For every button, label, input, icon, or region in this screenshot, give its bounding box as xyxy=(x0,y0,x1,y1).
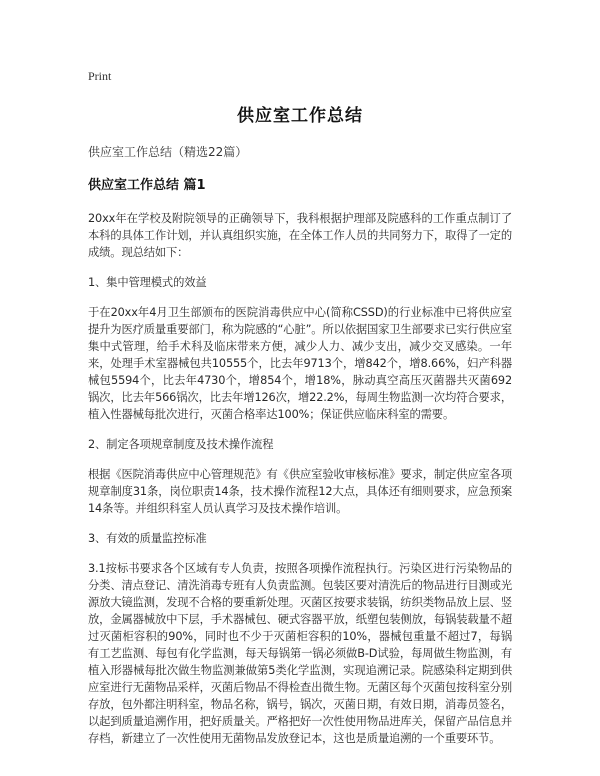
print-link[interactable]: Print xyxy=(88,69,112,83)
subheading-2: 2、制定各项规章制度及技术操作流程 xyxy=(88,438,274,451)
document-body xyxy=(88,210,512,747)
section-heading: 供应室工作总结 篇1 xyxy=(88,178,206,193)
document-subtitle: 供应室工作总结（精选22篇） xyxy=(88,145,248,159)
subheading-3: 3、有效的质量监控标准 xyxy=(88,532,207,545)
paragraph-2: 根据《医院消毒供应中心管理规范》有《供应室验收审核标准》要求，制定供应室各项规章制度31条，岗位职责14条，技术操作流程12大点，具体还有细则要求，应急预案14条等。并组织科室人员认真学习及技术操作培训。 xyxy=(88,468,512,515)
subheading-1: 1、集中管理模式的效益 xyxy=(88,276,207,289)
paragraph-3: 3.1按标书要求各个区域有专人负责，按照各项操作流程执行。污染区进行污染物品的分类、清点登记、清洗消毒专班有人负责监测。包装区要对清洗后的物品进行目测或光源放大镜监测，发现不合格的要重新处理。灭菌区按要求装锅，纺织类物品放上层、竖放，金属器械放中下层，手术器械包、硬式容器平放，纸塑包装侧放，每锅装载量不超过灭菌柜容积的90%，同时也不少于灭菌柜容积的10%，器械包重量不超过7，每锅有工艺监测、每包有化学监测，每天每锅第一锅必须做B-D试验，每周做生物监测，有植入形器械每批次做生物监测兼做第5类化学监测，实现追溯记录。院感染科定期到供应室进行无菌物品采样，灭菌后物品不得检查出微生物。无菌区每个灭菌包按科室分别存放，包外都注明科室，物品名称，锅号，锅次，灭菌日期，有效日期，消毒员签名，以起到质量追溯作用，把好质量关。严格把好一次性使用物品进库关，保留产品信息并存档，新建立了一次性使用无菌物品发放登记本，这也是质量追溯的一个重要环节。 xyxy=(88,562,512,745)
paragraph-1: 于在20xx年4月卫生部颁布的医院消毒供应中心(简称CSSD)的行业标准中已将供应室提升为医疗质量重要部门，称为院感的“心脏”。所以依据国家卫生部要求已实行供应室集中式管理，给手术科及临床带来方便，减少人力、减少支出，减少交叉感染。一年来，处理手术室器械包共10555个，比去年9713个，增842个，增8.66%，妇产科器械包5594个，比去年4730个，增854个，增18%，脉动真空高压灭菌器共灭菌692锅次，比去年566锅次，比去年增126次，增22.2%，每周生物监测一次均符合要求，植入性器械每批次进行，灭菌合格率达100%；保证供应临床科室的需要。 xyxy=(88,306,512,421)
intro-paragraph: 20xx年在学校及附院领导的正确领导下，我科根据护理部及院感科的工作重点制订了本科的具体工作计划，并认真组织实施，在全体工作人员的共同努力下，取得了一定的成绩。现总结如下： xyxy=(88,212,512,259)
document-title: 供应室工作总结 xyxy=(237,106,363,126)
